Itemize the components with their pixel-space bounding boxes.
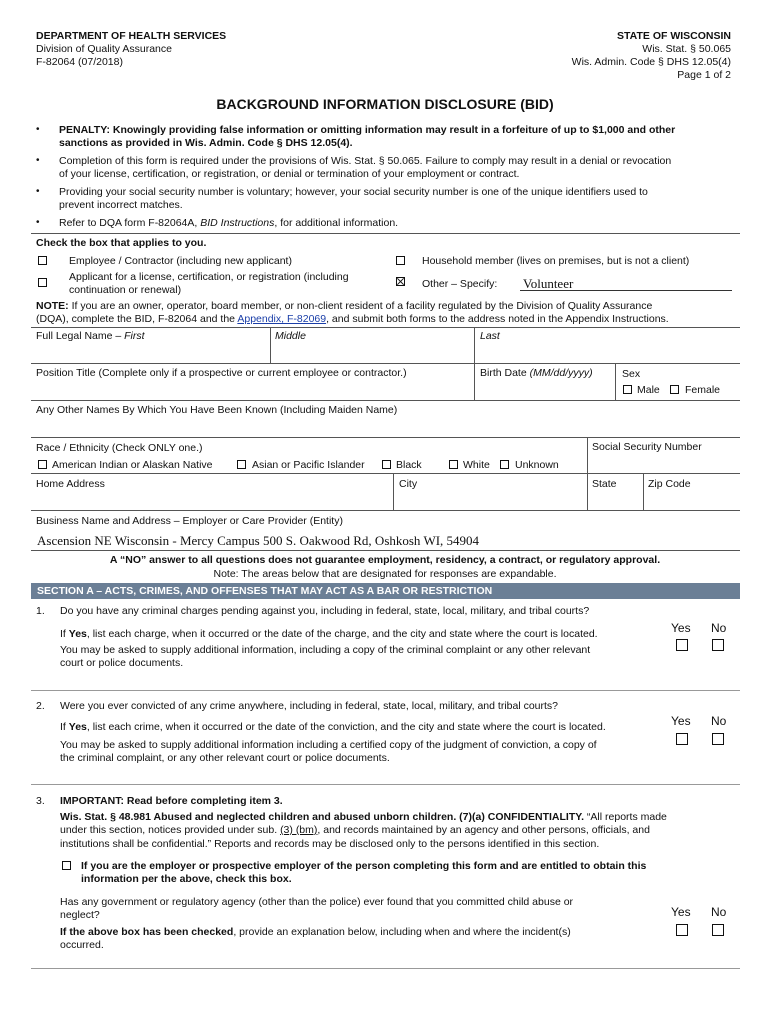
grid-line [31,437,740,438]
grid-line [31,473,740,474]
other-checkbox[interactable] [396,277,405,286]
male-checkbox[interactable] [623,385,632,394]
q2-no-checkbox[interactable] [712,733,724,745]
grid-line [587,437,588,473]
q2-no-label: No [711,714,727,728]
grid-line [615,363,616,400]
household-label: Household member (lives on premises, but is not a client) [422,255,690,267]
household-checkbox[interactable] [396,256,405,265]
q1-extra-1: You may be asked to supply additional information, including a copy of the criminal complaint or any other relevant [60,644,591,656]
grid-line [31,550,740,551]
sex-label: Sex [622,368,641,380]
penalty-line-1: PENALTY: Knowingly providing false information or omitting information may result in a forfeiture of up to $1,000 and other [59,124,676,136]
divider [31,784,740,785]
q1-instruction: If Yes, list each charge, when it occurred or the date of the charge, and the city and state where the court is located. [60,628,598,640]
business-value[interactable]: Ascension NE Wisconsin - Mercy Campus 500 S. Oakwood Rd, Oshkosh WI, 54904 [37,533,480,548]
divider [31,233,740,234]
note-line-1: NOTE: If you are an owner, operator, board member, or non-client resident of a facility regulated by the Division of Quality Assurance [36,300,653,312]
race-white-checkbox[interactable] [449,460,458,469]
q1-yes-checkbox[interactable] [676,639,688,651]
form-title: BACKGROUND INFORMATION DISCLOSURE (BID) [216,96,554,112]
q3-question-2: neglect? [60,909,100,921]
grid-line [474,327,475,363]
middle-name-label: Middle [275,330,306,342]
grid-line [643,473,644,510]
ssn-label: Social Security Number [592,441,702,453]
employer-checkbox[interactable] [62,861,71,870]
race-american-indian-label: American Indian or Alaskan Native [52,459,213,471]
grid-line [31,363,740,364]
race-black-label: Black [396,459,422,471]
other-label: Other – Specify: [422,278,498,290]
bullet: • [36,155,40,166]
q3-no-label: No [711,905,727,919]
q3-no-checkbox[interactable] [712,924,724,936]
position-title-label: Position Title (Complete only if a prospective or current employee or contractor.) [36,367,407,379]
q3-statute-line-2: under this section, notices provided under sub. (3) (bm), and records maintained by an agency and other persons, officials, and [60,824,650,836]
grid-line [587,473,588,510]
q1-no-label: No [711,621,727,635]
applicant-license-checkbox[interactable] [38,278,47,287]
employer-label-2: information per the above, check this box. [81,873,292,885]
race-asian-label: Asian or Pacific Islander [252,459,365,471]
q3-statute-line-3: institutions shall be confidential.” Reports and records may be disclosed only to the persons identified in this section. [60,838,600,850]
bullet: • [36,217,40,228]
q1-number: 1. [36,605,45,617]
city-label: City [399,478,418,490]
q1-extra-2: court or police documents. [60,657,184,669]
completion-line-2: of your license, certification, or registration, or denial or termination of your employment or contract. [59,168,520,180]
divider [31,968,740,969]
ssn-note-line-2: prevent incorrect matches. [59,199,183,211]
employee-label: Employee / Contractor (including new applicant) [69,255,292,267]
expandable-note: Note: The areas below that are designated for responses are expandable. [213,568,557,580]
note-line-2: (DQA), complete the BID, F-82064 and the Appendix, F-82069, and submit both forms to the address noted in the Appendix Instructions. [36,313,669,325]
other-specify-value[interactable]: Volunteer [523,276,574,291]
q2-extra-2: the criminal complaint, or any other relevant court or police documents. [60,752,390,764]
employee-checkbox[interactable] [38,256,47,265]
divider [31,690,740,691]
q2-extra-1: You may be asked to supply additional information including a certified copy of the judgment of conviction, a copy of [60,739,597,751]
applicant-label-1: Applicant for a license, certification, or registration (including [69,271,349,283]
race-white-label: White [463,459,490,471]
q1-question: Do you have any criminal charges pending against you, including in federal, state, local, military, and tribal courts? [60,605,590,617]
race-unknown-checkbox[interactable] [500,460,509,469]
no-answer-notice: A “NO” answer to all questions does not guarantee employment, residency, a contract, or regulatory approval. [109,554,661,566]
employer-label-1: If you are the employer or prospective employer of the person completing this form and are entitled to obtain this [81,860,647,872]
q2-question: Were you ever convicted of any crime anywhere, including in federal, state, local, military, and tribal courts? [60,700,559,712]
admin-code-ref: Wis. Admin. Code § DHS 12.05(4) [571,56,731,68]
q3-yes-label: Yes [671,905,691,919]
last-name-label: Last [480,330,500,342]
form-number: F-82064 (07/2018) [36,56,123,68]
q2-yes-checkbox[interactable] [676,733,688,745]
race-american-indian-checkbox[interactable] [38,460,47,469]
section-a-header: SECTION A – ACTS, CRIMES, AND OFFENSES THAT MAY ACT AS A BAR OR RESTRICTION [31,583,740,599]
q3-yes-checkbox[interactable] [676,924,688,936]
female-label: Female [685,384,721,396]
other-names-label: Any Other Names By Which You Have Been Known (Including Maiden Name) [36,404,398,416]
grid-line [270,327,271,363]
state-label: State [592,478,617,490]
q1-no-checkbox[interactable] [712,639,724,651]
penalty-line-2: sanctions as provided in Wis. Admin. Code § DHS 12.05(4). [59,137,353,149]
q2-number: 2. [36,700,45,712]
business-label: Business Name and Address – Employer or Care Provider (Entity) [36,515,343,527]
birth-date-label: Birth Date (MM/dd/yyyy) [480,367,593,379]
grid-line [31,327,740,328]
race-asian-checkbox[interactable] [237,460,246,469]
bullet: • [36,124,40,135]
race-black-checkbox[interactable] [382,460,391,469]
q3-important: IMPORTANT: Read before completing item 3. [60,795,283,807]
refer-line: Refer to DQA form F-82064A, BID Instructions, for additional information. [59,217,399,229]
statute-ref: Wis. Stat. § 50.065 [642,43,731,55]
full-name-label: Full Legal Name – First [36,330,145,342]
state-name: STATE OF WISCONSIN [617,30,731,42]
bullet: • [36,186,40,197]
applicant-type-heading: Check the box that applies to you. [36,237,207,249]
q2-yes-label: Yes [671,714,691,728]
q3-statute-line-1: Wis. Stat. § 48.981 Abused and neglected children and abused unborn children. (7)(a) CONFIDENTIALITY. “All reports made [60,811,667,823]
q2-instruction: If Yes, list each crime, when it occurred or the date of the conviction, and the city and state where the court is located. [60,721,606,733]
q3-explain-1: If the above box has been checked, provide an explanation below, including when and where the incident(s) [60,926,571,938]
race-heading: Race / Ethnicity (Check ONLY one.) [36,442,203,454]
ssn-note-line-1: Providing your social security number is voluntary; however, your social security number is one of the unique identifiers used to [59,186,648,198]
grid-line [474,363,475,400]
department-name: DEPARTMENT OF HEALTH SERVICES [36,30,227,42]
q3-question-1: Has any government or regulatory agency (other than the police) ever found that you committed child abuse or [60,896,574,908]
page-number: Page 1 of 2 [677,69,731,81]
grid-line [31,510,740,511]
q1-yes-label: Yes [671,621,691,635]
applicant-label-2: continuation or renewal) [69,284,182,296]
home-address-label: Home Address [36,478,105,490]
zip-label: Zip Code [648,478,691,490]
division-name: Division of Quality Assurance [36,43,172,55]
grid-line [31,400,740,401]
male-label: Male [637,384,660,396]
race-unknown-label: Unknown [515,459,559,471]
grid-line [393,473,394,510]
female-checkbox[interactable] [670,385,679,394]
completion-line-1: Completion of this form is required under the provisions of Wis. Stat. § 50.065. Failure to comply may result in a denial or revocation [59,155,672,167]
q3-number: 3. [36,795,45,807]
appendix-link[interactable]: Appendix, F-82069 [237,313,327,325]
q3-explain-2: occurred. [60,939,104,951]
